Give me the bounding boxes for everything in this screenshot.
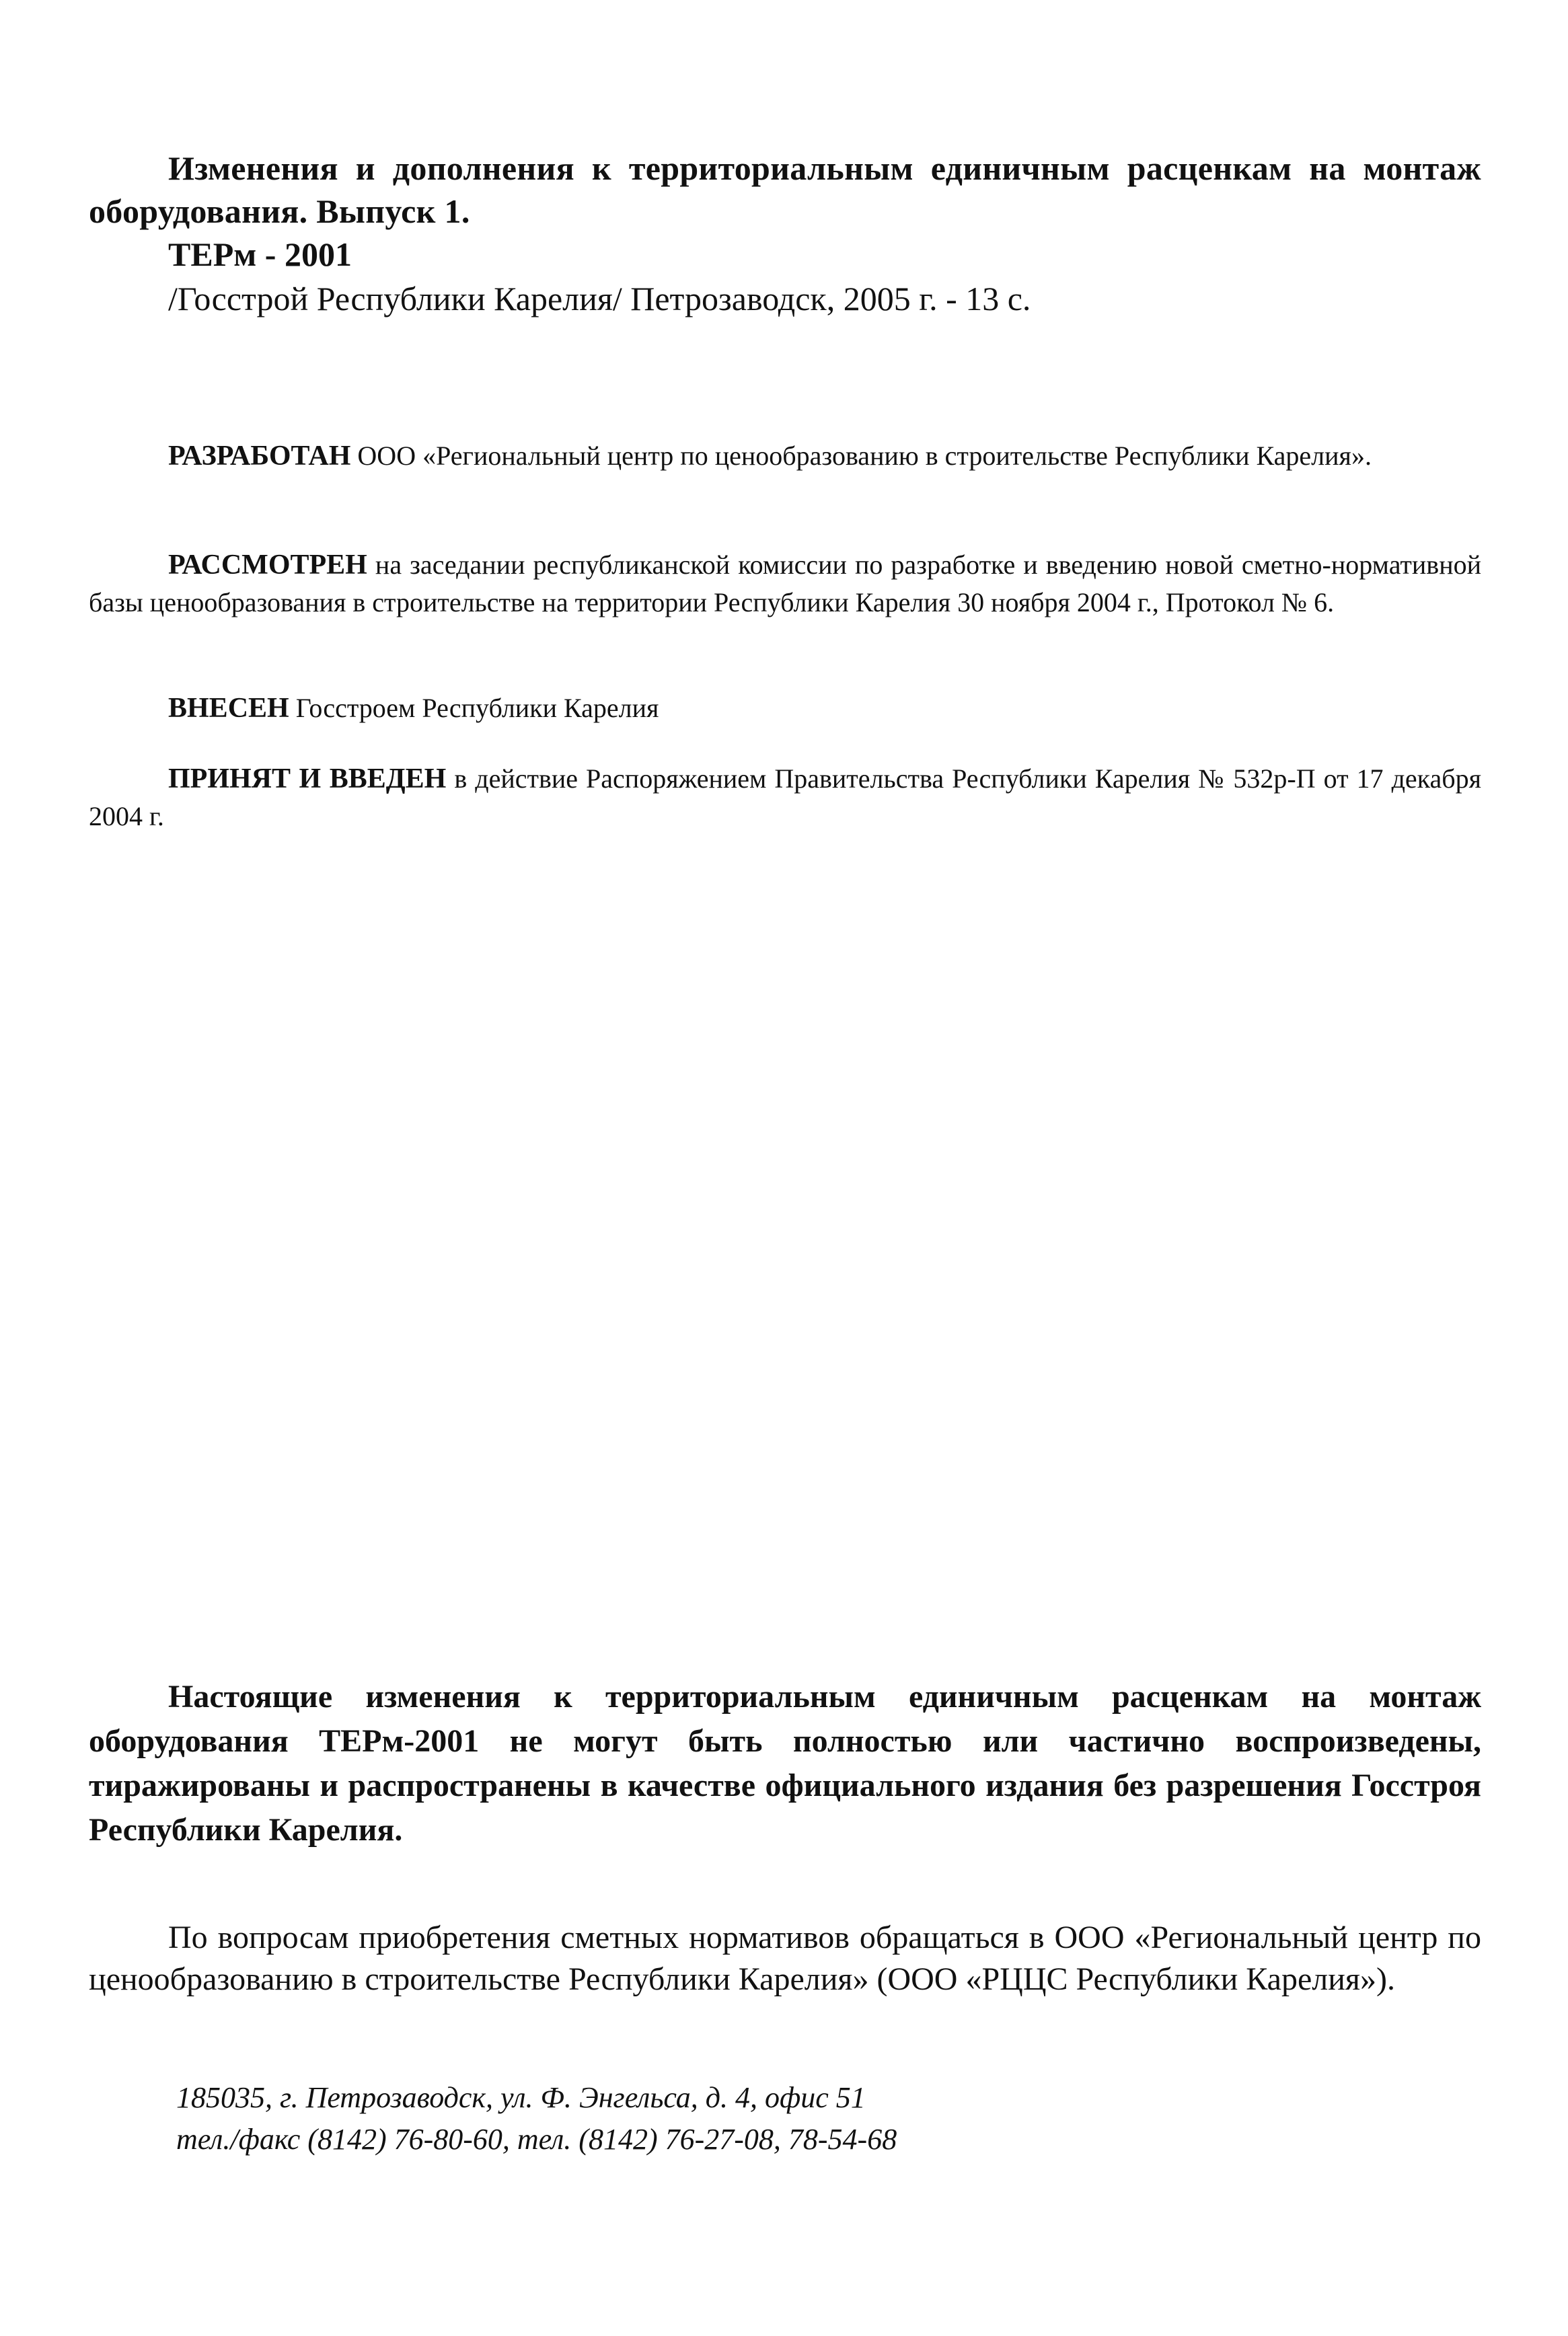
reviewed-label: РАССМОТРЕН: [168, 550, 367, 580]
developed-by-paragraph: [89, 437, 1481, 475]
submitted-paragraph: [89, 689, 1481, 727]
contact-paragraph: По вопросам приобретения сметных нормативов обращаться в ООО «Региональный центр по ценообразованию в строительстве Республики Карелия» (ООО «РЦЦС Республики Карелия»).: [89, 1920, 1481, 1997]
copyright-notice: Настоящие изменения к территориальным единичным расценкам на монтаж оборудования ТЕРм-2001 не могут быть полностью или частично воспроизведены, тиражированы и распространены в качестве официального издания без разрешения Госстроя Республики Карелия.: [89, 1679, 1481, 1848]
reviewed-paragraph: [89, 546, 1481, 621]
publication-info: /Госстрой Республики Карелия/ Петрозаводск, 2005 г. - 13 с.: [168, 280, 1031, 317]
document-code: ТЕРм - 2001: [168, 235, 352, 273]
reviewed-text: на заседании республиканской комиссии по разработке и введению новой сметно-нормативной базы ценообразования в строительстве на территории Республики Карелия 30 ноября 2004 г., Протокол № 6.: [89, 550, 1482, 617]
adopted-label: ПРИНЯТ И ВВЕДЕН: [168, 763, 447, 794]
adopted-paragraph: [89, 760, 1481, 835]
adopted-text: в действие Распоряжением Правительства Республики Карелия № 532р-П от 17 декабря 2004 г.: [89, 763, 1482, 831]
submitted-label: ВНЕСЕН: [168, 693, 289, 724]
phone-line: тел./факс (8142) 76-80-60, тел. (8142) 76-27-08, 78-54-68: [176, 2123, 897, 2156]
submitted-text: Госстроем Республики Карелия: [295, 693, 659, 723]
document-title: Изменения и дополнения к территориальным единичным расценкам на монтаж оборудования. Выпуск 1.: [89, 149, 1481, 230]
developed-text: ООО «Региональный центр по ценообразованию в строительстве Республики Карелия».: [357, 441, 1372, 471]
address-line: 185035, г. Петрозаводск, ул. Ф. Энгельса, д. 4, офис 51: [176, 2081, 866, 2114]
developed-label: РАЗРАБОТАН: [168, 441, 351, 472]
